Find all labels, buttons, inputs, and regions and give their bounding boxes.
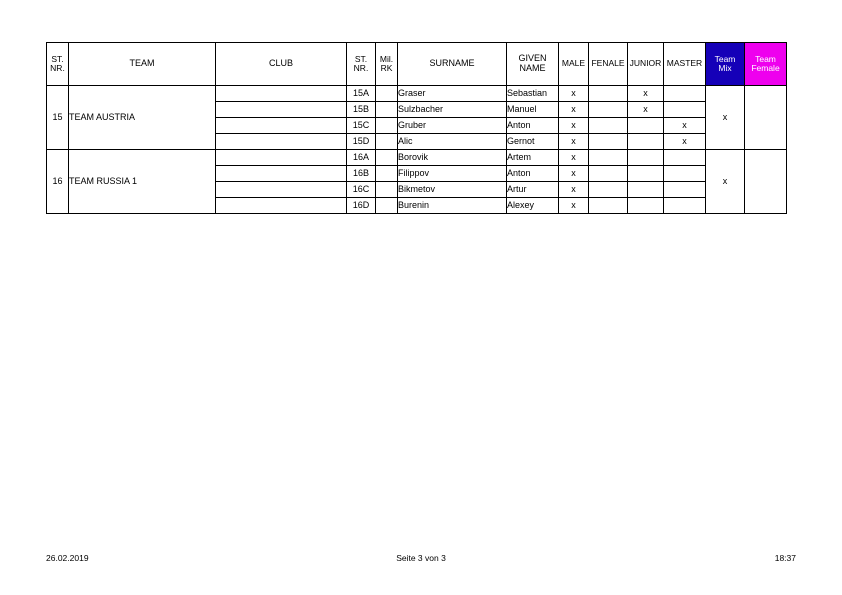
header-cell-junior: JUNIOR (628, 43, 664, 86)
cell-club (216, 182, 347, 198)
cell-military-rank (376, 86, 398, 102)
cell-surname: Graser (398, 86, 507, 102)
header-cell-male: MALE (559, 43, 589, 86)
cell-military-rank (376, 198, 398, 214)
cell-club (216, 102, 347, 118)
header-cell-team-start-number (47, 43, 69, 86)
cell-team-mix: x (706, 150, 745, 214)
footer-page-number: Seite 3 von 3 (396, 553, 446, 563)
header-line-1: ST. (354, 53, 368, 64)
header-line-1: Mil. (379, 53, 394, 64)
cell-club (216, 150, 347, 166)
footer-time: 18:37 (774, 553, 796, 563)
cell-male: x (559, 102, 589, 118)
cell-team-start-number: 15 (47, 86, 69, 150)
cell-surname: Bikmetov (398, 182, 507, 198)
cell-start-number: 16D (347, 198, 376, 214)
cell-military-rank (376, 118, 398, 134)
cell-master (664, 166, 706, 182)
cell-master (664, 86, 706, 102)
cell-surname: Filippov (398, 166, 507, 182)
cell-team-female (745, 86, 787, 150)
cell-given-name: Anton (507, 118, 559, 134)
cell-team-name: TEAM RUSSIA 1 (69, 150, 216, 214)
cell-male: x (559, 118, 589, 134)
header-cell-team-female (745, 43, 787, 86)
cell-club (216, 166, 347, 182)
cell-club (216, 198, 347, 214)
header-line-2: NR. (353, 63, 369, 73)
page-footer (46, 553, 796, 563)
cell-junior: x (628, 86, 664, 102)
cell-male: x (559, 150, 589, 166)
header-cell-master: MASTER (664, 43, 706, 86)
header-line-2: Female (751, 63, 780, 73)
cell-given-name: Alexey (507, 198, 559, 214)
header-line-1: Team (755, 53, 776, 64)
header-line-1: Team (714, 53, 736, 64)
cell-surname: Gruber (398, 118, 507, 134)
header-cell-team-mix (706, 43, 745, 86)
cell-military-rank (376, 134, 398, 150)
header-line-2: RK (380, 63, 393, 73)
footer-date: 26.02.2019 (46, 553, 89, 563)
cell-military-rank (376, 150, 398, 166)
cell-junior: x (628, 102, 664, 118)
cell-military-rank (376, 166, 398, 182)
cell-female (589, 166, 628, 182)
cell-junior (628, 150, 664, 166)
cell-junior (628, 198, 664, 214)
cell-given-name: Artur (507, 182, 559, 198)
roster-table (46, 42, 787, 214)
cell-start-number: 15A (347, 86, 376, 102)
cell-junior (628, 134, 664, 150)
cell-female (589, 134, 628, 150)
cell-team-female (745, 150, 787, 214)
cell-surname: Alic (398, 134, 507, 150)
header-line-1: GIVEN (518, 53, 547, 64)
header-cell-surname: SURNAME (398, 43, 507, 86)
header-line-1: ST. (51, 53, 64, 64)
cell-male: x (559, 166, 589, 182)
cell-team-name: TEAM AUSTRIA (69, 86, 216, 150)
cell-master: x (664, 118, 706, 134)
table-row (47, 150, 787, 166)
cell-surname: Sulzbacher (398, 102, 507, 118)
cell-start-number: 15C (347, 118, 376, 134)
header-cell-given-name (507, 43, 559, 86)
cell-military-rank (376, 102, 398, 118)
header-cell-female: FENALE (589, 43, 628, 86)
cell-team-mix: x (706, 86, 745, 150)
cell-master (664, 198, 706, 214)
cell-given-name: Anton (507, 166, 559, 182)
table-row (47, 86, 787, 102)
cell-team-start-number: 16 (47, 150, 69, 214)
cell-male: x (559, 182, 589, 198)
header-cell-start-number (347, 43, 376, 86)
header-line-2: NAME (519, 63, 546, 73)
cell-start-number: 16A (347, 150, 376, 166)
cell-club (216, 86, 347, 102)
cell-master (664, 150, 706, 166)
cell-master (664, 102, 706, 118)
cell-junior (628, 118, 664, 134)
cell-female (589, 182, 628, 198)
cell-female (589, 102, 628, 118)
cell-female (589, 118, 628, 134)
cell-given-name: Sebastian (507, 86, 559, 102)
cell-female (589, 86, 628, 102)
cell-start-number: 15D (347, 134, 376, 150)
cell-junior (628, 182, 664, 198)
cell-female (589, 198, 628, 214)
cell-surname: Borovik (398, 150, 507, 166)
cell-junior (628, 166, 664, 182)
header-cell-military-rank (376, 43, 398, 86)
cell-given-name: Manuel (507, 102, 559, 118)
header-cell-team: TEAM (69, 43, 216, 86)
header-cell-club: CLUB (216, 43, 347, 86)
header-line-2: Mix (718, 63, 732, 73)
cell-male: x (559, 198, 589, 214)
cell-start-number: 16C (347, 182, 376, 198)
cell-master: x (664, 134, 706, 150)
cell-club (216, 118, 347, 134)
cell-club (216, 134, 347, 150)
table-header-row (47, 43, 787, 86)
cell-surname: Burenin (398, 198, 507, 214)
cell-given-name: Artem (507, 150, 559, 166)
cell-master (664, 182, 706, 198)
cell-military-rank (376, 182, 398, 198)
cell-male: x (559, 86, 589, 102)
cell-given-name: Gernot (507, 134, 559, 150)
cell-start-number: 15B (347, 102, 376, 118)
cell-male: x (559, 134, 589, 150)
header-line-2: NR. (50, 63, 65, 73)
cell-start-number: 16B (347, 166, 376, 182)
cell-female (589, 150, 628, 166)
